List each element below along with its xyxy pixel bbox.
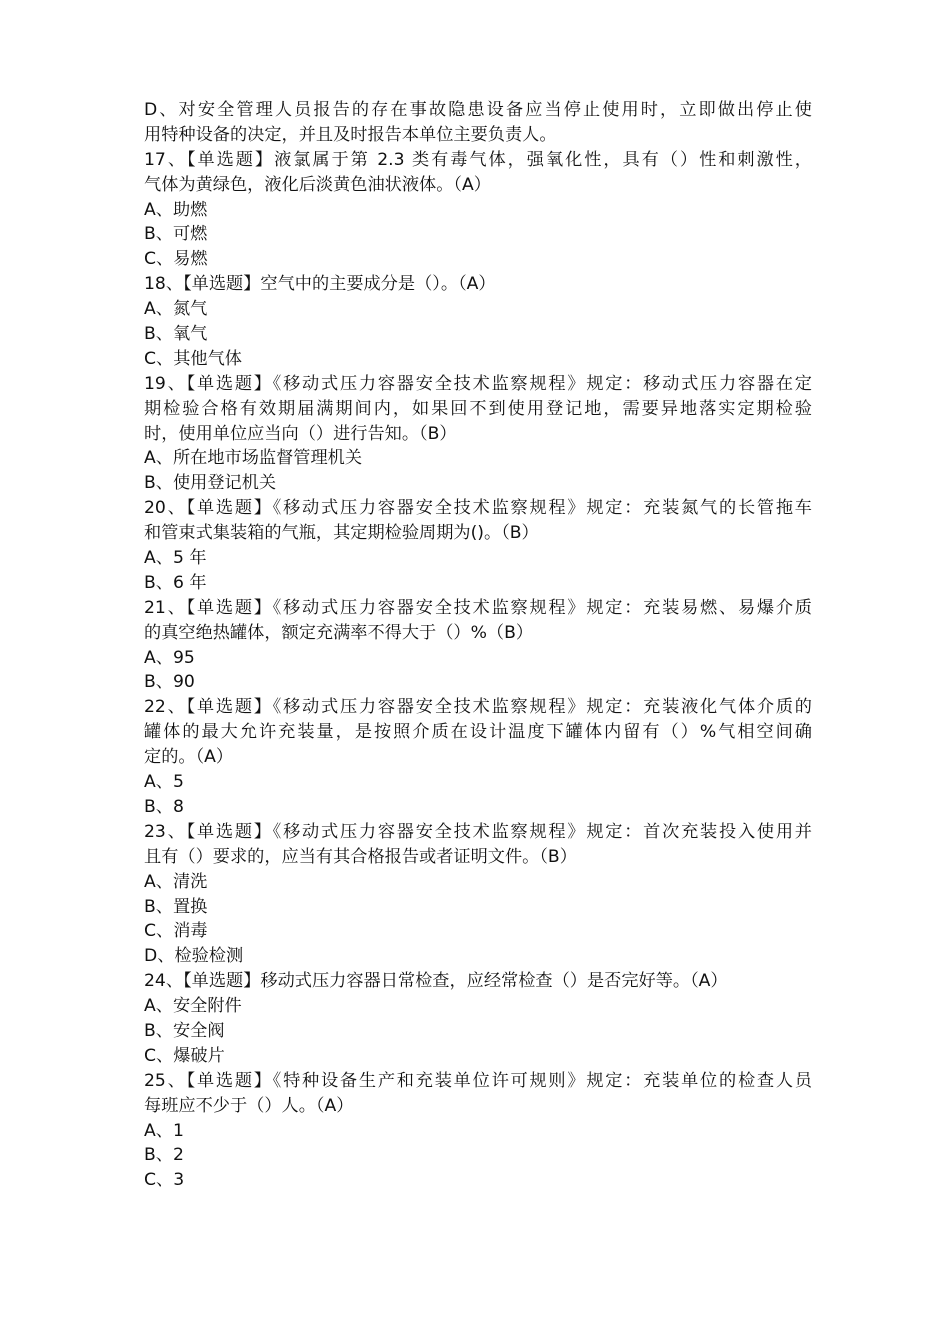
option-line: C、3	[144, 1170, 185, 1191]
text-line: 且有（）要求的，应当有其合格报告或者证明文件。（B）	[144, 846, 577, 867]
option-line: A、5	[144, 772, 184, 793]
option-line: D、检验检测	[144, 946, 244, 967]
option-line: A、1	[144, 1120, 184, 1141]
option-line: C、其他气体	[144, 348, 242, 369]
text-line: 的真空绝热罐体，额定充满率不得大于（）%（B）	[144, 622, 534, 643]
question-24-line: 24、【单选题】移动式压力容器日常检查，应经常检查（）是否完好等。（A）	[144, 971, 728, 992]
text-line: 罐体的最大允许充装量，是按照介质在设计温度下罐体内留有（）%气相空间确	[144, 722, 812, 743]
option-line: B、8	[144, 796, 184, 817]
question-23-line: 23、【单选题】《移动式压力容器安全技术监察规程》规定：首次充装投入使用并	[144, 821, 812, 842]
option-line: B、置换	[144, 896, 208, 917]
option-line: B、可燃	[144, 224, 208, 245]
option-line: B、氧气	[144, 324, 208, 345]
text-line: 期检验合格有效期届满期间内，如果回不到使用登记地，需要异地落实定期检验	[144, 398, 812, 419]
question-22-line: 22、【单选题】《移动式压力容器安全技术监察规程》规定：充装液化气体介质的	[144, 697, 812, 718]
option-line: A、清洗	[144, 871, 208, 892]
option-line: B、90	[144, 672, 195, 693]
option-line: B、使用登记机关	[144, 473, 277, 494]
option-line: A、95	[144, 647, 195, 668]
option-line: A、助燃	[144, 199, 208, 220]
option-line: A、所在地市场监督管理机关	[144, 448, 363, 469]
text-line: 气体为黄绿色，液化后淡黄色油状液体。（A）	[144, 174, 491, 195]
question-20-line: 20、【单选题】《移动式压力容器安全技术监察规程》规定：充装氮气的长管拖车	[144, 498, 812, 519]
question-19-line: 19、【单选题】《移动式压力容器安全技术监察规程》规定：移动式压力容器在定	[144, 373, 812, 394]
document-text	[144, 98, 812, 1193]
text-line: 和管束式集装箱的气瓶，其定期检验周期为()。（B）	[144, 523, 539, 544]
option-line: A、安全附件	[144, 996, 242, 1017]
text-line: D、对安全管理人员报告的存在事故隐患设备应当停止使用时，立即做出停止使	[144, 100, 812, 120]
text-line: 定的。（A）	[144, 747, 234, 768]
option-line: C、爆破片	[144, 1045, 225, 1066]
option-line: B、6 年	[144, 572, 207, 593]
option-line: A、氮气	[144, 299, 208, 320]
text-line: 每班应不少于（）人。（A）	[144, 1095, 354, 1116]
question-21-line: 21、【单选题】《移动式压力容器安全技术监察规程》规定：充装易燃、易爆介质	[144, 597, 812, 618]
option-line: C、易燃	[144, 249, 208, 270]
option-line: C、消毒	[144, 921, 208, 942]
question-18-line: 18、【单选题】空气中的主要成分是（）。（A）	[144, 274, 496, 295]
question-17-line: 17、【单选题】液氯属于第 2.3 类有毒气体，强氧化性，具有（）性和刺激性，	[144, 149, 812, 170]
option-line: B、安全阀	[144, 1020, 225, 1041]
option-line: A、5 年	[144, 548, 207, 569]
option-line: B、2	[144, 1145, 184, 1166]
text-line: 时，使用单位应当向（）进行告知。（B）	[144, 423, 457, 444]
text-line: 用特种设备的决定，并且及时报告本单位主要负责人。	[144, 124, 557, 145]
question-25-line: 25、【单选题】《特种设备生产和充装单位许可规则》规定：充装单位的检查人员	[144, 1070, 812, 1091]
